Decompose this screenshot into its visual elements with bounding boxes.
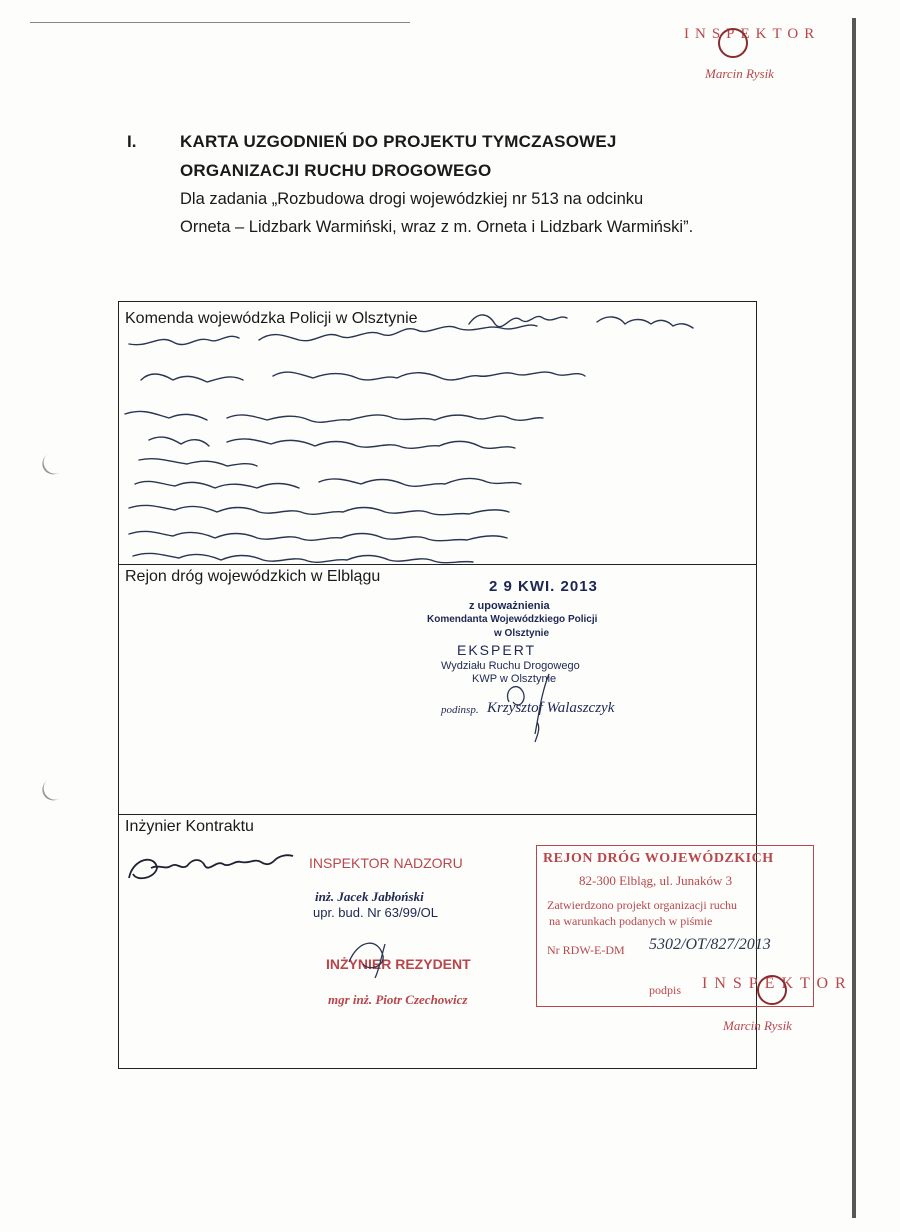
resident-engineer-title: INŻYNIER REZYDENT (326, 956, 471, 972)
resident-engineer-signature (339, 922, 419, 982)
stamp-commander: Komendanta Wojewódzkiego Policji (427, 614, 598, 625)
expert-signature (479, 662, 599, 752)
stamp-officer-name: Krzysztof Walaszczyk (487, 700, 615, 716)
row-label-road-district: Rejon dróg wojewódzkich w Elblągu (125, 568, 381, 585)
resident-engineer-name: mgr inż. Piotr Czechowicz (328, 992, 468, 1007)
inspector-supervision-name: inż. Jacek Jabłoński (315, 889, 424, 904)
approval-stamp-title: REJON DRÓG WOJEWÓDZKICH (543, 851, 774, 866)
approval-stamp-text-1: Zatwierdzono projekt organizacji ruchu (547, 898, 738, 912)
handwritten-police-remarks (119, 302, 779, 564)
stamp-authorization: z upoważnienia (469, 600, 550, 612)
inspector-seal-icon (718, 28, 748, 58)
page-title-line-2: ORGANIZACJI RUCHU DROGOWEGO (180, 161, 492, 180)
subtitle-line-2: Orneta – Lidzbark Warmiński, wraz z m. Orneta i Lidzbark Warmiński”. (180, 218, 694, 236)
approval-stamp-sign-label: podpis (649, 983, 682, 997)
page-title-line-1: KARTA UZGODNIEŃ DO PROJEKTU TYMCZASOWEJ (180, 132, 617, 151)
row-label-contract-engineer: Inżynier Kontraktu (125, 818, 254, 835)
stamp-expert: EKSPERT (457, 642, 537, 658)
row-label-police: Komenda wojewódzka Policji w Olsztynie (125, 310, 418, 327)
approval-stamp-ref-number: 5302/OT/827/2013 (649, 936, 771, 953)
inspector-supervision-title: INSPEKTOR NADZORU (309, 855, 463, 871)
scan-right-edge (852, 18, 856, 1218)
approval-inspector-title: INSPEKTOR (702, 975, 853, 992)
approval-stamp-address: 82-300 Elbląg, ul. Junaków 3 (579, 873, 733, 888)
contract-engineer-signature (119, 842, 319, 902)
scan-top-line (30, 22, 410, 23)
stamp-city: w Olsztynie (494, 628, 550, 639)
punch-hole-mark (38, 773, 70, 805)
approval-inspector-seal-icon (757, 975, 787, 1005)
row-divider (119, 814, 756, 815)
inspector-stamp-title: INSPEKTOR (684, 26, 821, 42)
approval-inspector-name: Marcin Rysik (723, 1018, 792, 1033)
approval-stamp-text-2: na warunkach podanych w piśmie (549, 914, 713, 928)
approval-stamp-ref-prefix: Nr RDW-E-DM (547, 943, 625, 957)
subtitle-line-1: Dla zadania „Rozbudowa drogi wojewódzkiej nr 513 na odcinku (180, 190, 644, 208)
row-divider (119, 564, 756, 565)
stamp-kwp: KWP w Olsztynie (472, 673, 557, 685)
punch-hole-mark (38, 447, 70, 479)
stamp-date: 2 9 KWI. 2013 (489, 578, 598, 595)
stamp-department: Wydziału Ruchu Drogowego (441, 660, 580, 672)
section-number: I. (127, 132, 137, 151)
stamp-rank: podinsp. (441, 704, 479, 716)
inspector-stamp-name: Marcin Rysik (705, 66, 774, 81)
inspector-supervision-license: upr. bud. Nr 63/99/OL (313, 905, 439, 920)
